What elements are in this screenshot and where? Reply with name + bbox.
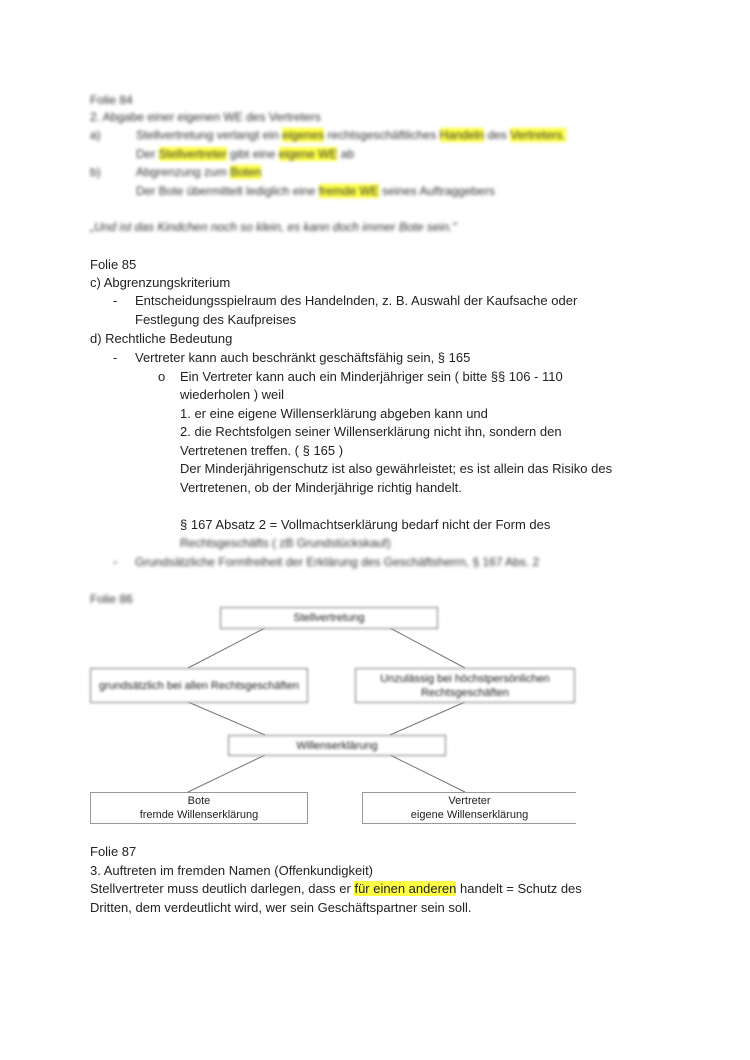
- folie85-c-bullet-line1: Entscheidungsspielraum des Handelnden, z. B. Auswahl der Kaufsache oder: [135, 293, 578, 308]
- diagram-box-hoechstpersoenlich: Unzulässig bei höchstpersönlichen Rechtsgeschäften: [355, 668, 575, 703]
- folie85-sub-line5: Vertretenen treffen. ( § 165 ): [180, 443, 344, 458]
- folie87-line2: Dritten, dem verdeutlicht wird, wer sein Geschäftspartner sein soll.: [90, 900, 472, 915]
- folie86-heading: Folie 86: [90, 592, 133, 606]
- folie84-b2-line: Der Bote übermittelt lediglich eine fremde WE seines Auftraggebers: [136, 184, 495, 198]
- folie87-heading: Folie 87: [90, 844, 137, 859]
- folie85-sub-line8: § 167 Absatz 2 = Vollmachtserklärung bedarf nicht der Form des: [180, 517, 551, 532]
- folie87-line1: Stellvertreter muss deutlich darlegen, dass er für einen anderen handelt = Schutz des: [90, 881, 582, 896]
- highlight: für einen anderen: [354, 881, 457, 896]
- folie85-last-bullet: Grundsätzliche Formfreiheit der Erklärung des Geschäftsherrn, § 167 Abs. 2: [135, 555, 540, 569]
- bullet-dash: -: [113, 293, 118, 308]
- folie84-a2-line: Der Stellvertreter gibt eine eigene WE ab: [136, 147, 355, 161]
- bullet-circle: o: [158, 369, 166, 384]
- bullet-dash: -: [113, 554, 118, 569]
- folie87-subheading: 3. Auftreten im fremden Namen (Offenkundigkeit): [90, 863, 374, 878]
- bullet-dash: -: [113, 350, 118, 365]
- folie85-sub-line9: Rechtsgeschäfts ( zB Grundstückskauf): [180, 536, 391, 550]
- folie85-sub-line3: 1. er eine eigene Willenserklärung abgeben kann und: [180, 406, 488, 421]
- folie84-quote: „Und ist das Kindchen noch so klein, es kann doch immer Bote sein.": [90, 220, 457, 234]
- folie85-sub-line6: Der Minderjährigenschutz ist also gewährleistet; es ist allein das Risiko des: [180, 461, 613, 476]
- folie85-c-heading: c) Abgrenzungskriterium: [90, 275, 231, 290]
- folie85-d-heading: d) Rechtliche Bedeutung: [90, 331, 233, 346]
- diagram-box-alle-rechtsgeschaefte: grundsätzlich bei allen Rechtsgeschäften: [90, 668, 308, 703]
- folie84-heading: Folie 84: [90, 93, 133, 107]
- diagram-box-vertreter: Vertreter eigene Willenserklärung: [362, 792, 576, 824]
- folie85-sub-line2: wiederholen ) weil: [180, 387, 285, 402]
- diagram-box-bote: Bote fremde Willenserklärung: [90, 792, 308, 824]
- folie85-sub-line1: Ein Vertreter kann auch ein Minderjähriger sein ( bitte §§ 106 - 110: [180, 369, 563, 384]
- folie84-a-line: Stellvertretung verlangt ein eigenes rechtsgeschäftliches Handeln des Vertreters.: [136, 128, 566, 142]
- folie84-a-label: a): [90, 128, 101, 142]
- folie84-b-line: Abgrenzung zum Boten: [136, 165, 262, 179]
- folie85-heading: Folie 85: [90, 257, 137, 272]
- diagram-box-willenserklaerung: Willenserklärung: [228, 735, 446, 756]
- folie85-d-bullet: Vertreter kann auch beschränkt geschäftsfähig sein, § 165: [135, 350, 471, 365]
- folie84-b-label: b): [90, 165, 101, 179]
- folie85-c-bullet-line2: Festlegung des Kaufpreises: [135, 312, 297, 327]
- folie85-sub-line4: 2. die Rechtsfolgen seiner Willenserklärung nicht ihn, sondern den: [180, 424, 562, 439]
- folie85-sub-line7: Vertretenen, ob der Minderjährige richtig handelt.: [180, 480, 462, 495]
- folie84-subheading: 2. Abgabe einer eigenen WE des Vertreters: [90, 110, 321, 124]
- diagram-box-stellvertretung: Stellvertretung: [220, 607, 438, 629]
